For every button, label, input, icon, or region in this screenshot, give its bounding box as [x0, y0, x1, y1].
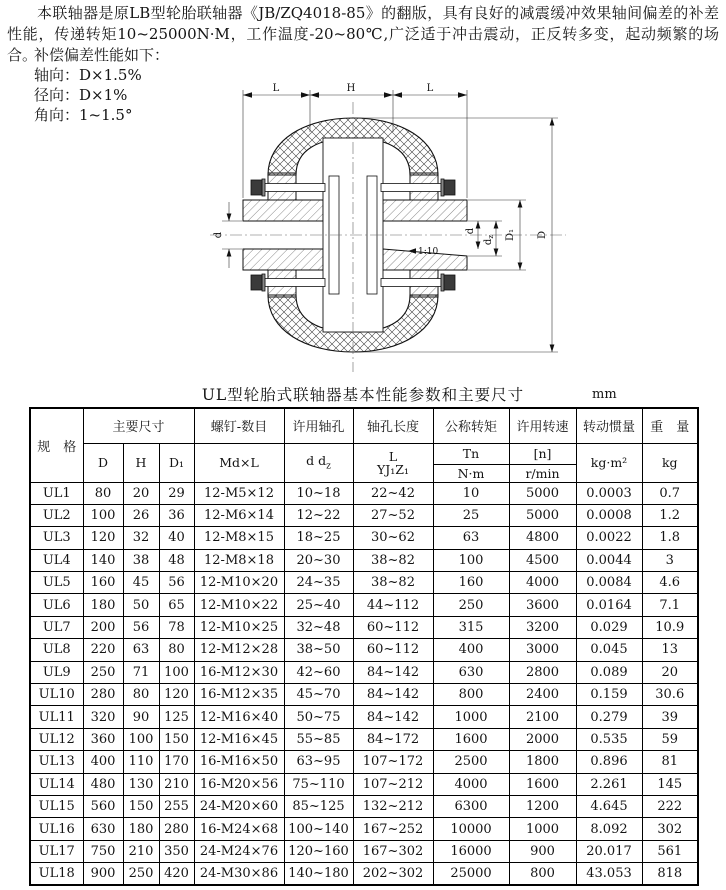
table-cell: 2400: [509, 684, 576, 706]
table-cell: 800: [433, 684, 509, 706]
table-cell: 4800: [509, 527, 576, 549]
table-row: [30, 818, 698, 840]
table-cell: 818: [642, 863, 698, 885]
header-spec: 规 格: [30, 408, 83, 482]
table-cell: 200: [83, 616, 123, 638]
table-cell: 167~302: [353, 840, 433, 862]
table-cell: 350: [159, 840, 194, 862]
table-cell: 43.053: [576, 863, 642, 885]
table-cell: 120: [159, 684, 194, 706]
table-cell: 107~172: [353, 751, 433, 773]
table-cell: 84~142: [353, 706, 433, 728]
table-cell: UL12: [30, 728, 83, 750]
table-cell: 400: [83, 751, 123, 773]
table-cell: 480: [83, 773, 123, 795]
table-cell: 255: [159, 795, 194, 817]
header-torque-symbol: Tn: [433, 443, 509, 464]
table-cell: 560: [83, 795, 123, 817]
table-cell: 63: [433, 527, 509, 549]
table-cell: 0.0044: [576, 549, 642, 571]
table-cell: 81: [642, 751, 698, 773]
table-cell: 40: [159, 527, 194, 549]
table-row: [30, 639, 698, 661]
table-cell: 3600: [509, 594, 576, 616]
table-cell: 42~60: [284, 661, 353, 683]
table-cell: 13: [642, 639, 698, 661]
table-cell: 10000: [433, 818, 509, 840]
table-cell: 120: [83, 527, 123, 549]
table-cell: 32: [123, 527, 159, 549]
table-cell: 0.089: [576, 661, 642, 683]
table-cell: 84~142: [353, 684, 433, 706]
table-cell: 1800: [509, 751, 576, 773]
compensation-heading: 补偿偏差性能如下：: [34, 46, 170, 64]
dim-label-d-left: d: [213, 231, 224, 239]
table-cell: 12-M16×45: [194, 728, 284, 750]
table-cell: 1600: [433, 728, 509, 750]
table-cell: 38~50: [284, 639, 353, 661]
table-cell: 24-M24×76: [194, 840, 284, 862]
table-row: [30, 751, 698, 773]
table-cell: 27~52: [353, 504, 433, 526]
table-cell: 24~35: [284, 572, 353, 594]
table-cell: 3000: [509, 639, 576, 661]
table-cell: 25~40: [284, 594, 353, 616]
header-speed-unit: r/min: [509, 464, 576, 482]
table-cell: 750: [83, 840, 123, 862]
table-row: [30, 728, 698, 750]
table-cell: 7.1: [642, 594, 698, 616]
table-cell: 84~172: [353, 728, 433, 750]
table-cell: 220: [83, 639, 123, 661]
table-cell: 100: [159, 661, 194, 683]
table-cell: 160: [433, 572, 509, 594]
header-weight-unit: kg: [642, 443, 698, 482]
table-cell: UL1: [30, 482, 83, 504]
table-cell: 16-M16×50: [194, 751, 284, 773]
table-cell: 25: [433, 504, 509, 526]
table-cell: 16-M12×30: [194, 661, 284, 683]
table-cell: 120~160: [284, 840, 353, 862]
table-row: [30, 773, 698, 795]
header-bore-d-dz: d $d_z$: [284, 443, 353, 482]
table-cell: 29: [159, 482, 194, 504]
table-cell: 145: [642, 773, 698, 795]
table-cell: 150: [159, 728, 194, 750]
table-cell: 16-M12×35: [194, 684, 284, 706]
dim-label-L-right: L: [426, 83, 434, 94]
header-speed-symbol: [n]: [509, 443, 576, 464]
table-row: [30, 616, 698, 638]
table-cell: 75~110: [284, 773, 353, 795]
table-cell: 0.7: [642, 482, 698, 504]
table-cell: 2000: [509, 728, 576, 750]
table-cell: UL5: [30, 572, 83, 594]
table-cell: 8.092: [576, 818, 642, 840]
table-cell: 170: [159, 751, 194, 773]
table-cell: 24-M30×86: [194, 863, 284, 885]
table-cell: 38~82: [353, 549, 433, 571]
dim-label-D1: D₁: [505, 228, 516, 242]
table-cell: 4000: [433, 773, 509, 795]
table-cell: 12-M8×18: [194, 549, 284, 571]
table-cell: 210: [123, 840, 159, 862]
table-cell: 360: [83, 728, 123, 750]
table-cell: 900: [83, 863, 123, 885]
table-cell: UL8: [30, 639, 83, 661]
dim-label-L-left: L: [272, 83, 280, 94]
table-cell: 84~142: [353, 661, 433, 683]
header-bore-length-sub: L YJ₁Z₁: [353, 443, 433, 482]
table-cell: 12-M6×14: [194, 504, 284, 526]
table-cell: 12-M16×40: [194, 706, 284, 728]
dim-label-H: H: [346, 83, 356, 94]
header-weight: 重 量: [642, 408, 698, 443]
table-cell: 160: [83, 572, 123, 594]
table-cell: 1.8: [642, 527, 698, 549]
table-cell: 4.645: [576, 795, 642, 817]
table-cell: 140~180: [284, 863, 353, 885]
table-cell: 44~112: [353, 594, 433, 616]
table-cell: UL10: [30, 684, 83, 706]
table-cell: 5000: [509, 504, 576, 526]
table-row: [30, 684, 698, 706]
coupling-drawing-svg: [100, 80, 580, 380]
table-cell: 3200: [509, 616, 576, 638]
table-cell: UL13: [30, 751, 83, 773]
table-cell: 32~48: [284, 616, 353, 638]
table-cell: 30~62: [353, 527, 433, 549]
table-cell: UL16: [30, 818, 83, 840]
table-row: [30, 863, 698, 885]
table-cell: 50~75: [284, 706, 353, 728]
table-cell: 36: [159, 504, 194, 526]
table-cell: 12-M12×28: [194, 639, 284, 661]
table-cell: 250: [433, 594, 509, 616]
table-cell: 180: [83, 594, 123, 616]
table-cell: 0.0164: [576, 594, 642, 616]
table-cell: 56: [123, 616, 159, 638]
table-cell: 280: [159, 818, 194, 840]
header-H: H: [123, 443, 159, 482]
table-cell: 2800: [509, 661, 576, 683]
dim-label-dz: $d_z$: [483, 234, 495, 246]
table-cell: 0.0084: [576, 572, 642, 594]
technical-drawing: [100, 80, 580, 380]
table-cell: 12-M10×20: [194, 572, 284, 594]
table-cell: UL2: [30, 504, 83, 526]
table-cell: 250: [123, 863, 159, 885]
table-cell: 18~25: [284, 527, 353, 549]
table-cell: 5000: [509, 482, 576, 504]
table-cell: 1000: [433, 706, 509, 728]
table-cell: 0.279: [576, 706, 642, 728]
table-cell: 140: [83, 549, 123, 571]
table-cell: 20: [123, 482, 159, 504]
table-cell: 132~212: [353, 795, 433, 817]
table-cell: 630: [433, 661, 509, 683]
table-cell: 302: [642, 818, 698, 840]
dim-label-D: D: [537, 230, 548, 240]
table-cell: 20~30: [284, 549, 353, 571]
table-row: [30, 527, 698, 549]
table-cell: 280: [83, 684, 123, 706]
header-main-dims: 主要尺寸: [83, 408, 194, 443]
header-D: D: [83, 443, 123, 482]
table-cell: 80: [123, 684, 159, 706]
table-cell: 800: [509, 863, 576, 885]
table-row: [30, 594, 698, 616]
dim-label-d-right: d: [465, 227, 476, 235]
table-cell: 78: [159, 616, 194, 638]
table-cell: UL9: [30, 661, 83, 683]
table-cell: 202~302: [353, 863, 433, 885]
table-cell: 0.896: [576, 751, 642, 773]
compensation-angular: 角向：1~1.5°: [34, 106, 133, 124]
intro-paragraph: 本联轴器是原LB型轮胎联轴器《JB/ZQ4018-85》的翻版，具有良好的减震缓冲效果轴间偏差的补差性能，传递转矩10~25000N·M，工作温度-20~80℃,广泛适于冲击震动，正反转多变，起动频繁的场合。: [7, 4, 719, 64]
table-cell: 45~70: [284, 684, 353, 706]
table-cell: 900: [509, 840, 576, 862]
table-cell: 315: [433, 616, 509, 638]
table-unit: mm: [592, 387, 617, 402]
table-cell: 45: [123, 572, 159, 594]
table-cell: 0.029: [576, 616, 642, 638]
table-cell: 16-M20×56: [194, 773, 284, 795]
table-cell: 20.017: [576, 840, 642, 862]
header-screws-spec: Md×L: [194, 443, 284, 482]
table-cell: 1.2: [642, 504, 698, 526]
header-speed: 许用转速: [509, 408, 576, 443]
table-cell: 10.9: [642, 616, 698, 638]
table-cell: 22~42: [353, 482, 433, 504]
table-cell: UL3: [30, 527, 83, 549]
table-cell: 100: [83, 504, 123, 526]
spec-table: [29, 407, 699, 886]
table-cell: 0.0003: [576, 482, 642, 504]
table-cell: UL4: [30, 549, 83, 571]
table-cell: 48: [159, 549, 194, 571]
table-cell: 39: [642, 706, 698, 728]
table-cell: UL14: [30, 773, 83, 795]
table-cell: UL6: [30, 594, 83, 616]
table-cell: 1000: [509, 818, 576, 840]
table-cell: 16-M24×68: [194, 818, 284, 840]
table-cell: 10~18: [284, 482, 353, 504]
table-row: [30, 795, 698, 817]
table-title: UL型轮胎式联轴器基本性能参数和主要尺寸: [201, 386, 525, 404]
table-cell: 12-M5×12: [194, 482, 284, 504]
table-cell: 222: [642, 795, 698, 817]
table-cell: 3: [642, 549, 698, 571]
table-cell: 420: [159, 863, 194, 885]
table-cell: 12-M8×15: [194, 527, 284, 549]
compensation-radial: 径向：D×1%: [34, 86, 128, 104]
table-cell: 30.6: [642, 684, 698, 706]
table-cell: 65: [159, 594, 194, 616]
table-cell: 250: [83, 661, 123, 683]
table-cell: 2100: [509, 706, 576, 728]
table-cell: 85~125: [284, 795, 353, 817]
table-header: [30, 408, 698, 482]
table-cell: 0.535: [576, 728, 642, 750]
table-cell: 0.0008: [576, 504, 642, 526]
table-cell: 12~22: [284, 504, 353, 526]
header-inertia: 转动惯量: [576, 408, 642, 443]
table-cell: 55~85: [284, 728, 353, 750]
table-cell: UL17: [30, 840, 83, 862]
header-torque: 公称转矩: [433, 408, 509, 443]
table-cell: 59: [642, 728, 698, 750]
table-cell: 100~140: [284, 818, 353, 840]
table-cell: 90: [123, 706, 159, 728]
table-cell: UL15: [30, 795, 83, 817]
table-cell: 60~112: [353, 616, 433, 638]
table-cell: 0.045: [576, 639, 642, 661]
table-cell: 80: [159, 639, 194, 661]
header-inertia-unit: kg·m²: [576, 443, 642, 482]
table-cell: 630: [83, 818, 123, 840]
header-screws: 螺钉-数目: [194, 408, 284, 443]
table-cell: 12-M10×25: [194, 616, 284, 638]
table-cell: 2500: [433, 751, 509, 773]
table-cell: 125: [159, 706, 194, 728]
table-cell: 56: [159, 572, 194, 594]
table-cell: 1600: [509, 773, 576, 795]
table-cell: 12-M10×22: [194, 594, 284, 616]
table-cell: 4000: [509, 572, 576, 594]
table-cell: 38: [123, 549, 159, 571]
table-cell: 63: [123, 639, 159, 661]
table-cell: 107~212: [353, 773, 433, 795]
table-cell: 0.0022: [576, 527, 642, 549]
table-cell: 50: [123, 594, 159, 616]
table-row: [30, 706, 698, 728]
table-cell: 60~112: [353, 639, 433, 661]
table-cell: 38~82: [353, 572, 433, 594]
table-cell: 167~252: [353, 818, 433, 840]
table-cell: 1200: [509, 795, 576, 817]
table-cell: 71: [123, 661, 159, 683]
table-cell: 80: [83, 482, 123, 504]
table-cell: 100: [123, 728, 159, 750]
table-cell: 0.159: [576, 684, 642, 706]
table-cell: 24-M20×60: [194, 795, 284, 817]
table-cell: 100: [433, 549, 509, 571]
table-cell: 210: [159, 773, 194, 795]
table-cell: 26: [123, 504, 159, 526]
table-cell: 320: [83, 706, 123, 728]
table-cell: 150: [123, 795, 159, 817]
table-cell: 110: [123, 751, 159, 773]
header-bore: 许用轴孔: [284, 408, 353, 443]
table-row: [30, 840, 698, 862]
table-cell: 20: [642, 661, 698, 683]
header-bore-length: 轴孔长度: [353, 408, 433, 443]
table-cell: 180: [123, 818, 159, 840]
table-cell: 4500: [509, 549, 576, 571]
taper-label: 1:10: [418, 247, 439, 257]
table-row: [30, 549, 698, 571]
table-cell: 130: [123, 773, 159, 795]
table-cell: 2.261: [576, 773, 642, 795]
table-row: [30, 661, 698, 683]
table-cell: 16000: [433, 840, 509, 862]
table-cell: 10: [433, 482, 509, 504]
compensation-axial: 轴向：D×1.5%: [34, 66, 142, 84]
table-row: [30, 482, 698, 504]
spec-table-body: [30, 482, 698, 885]
table-cell: UL7: [30, 616, 83, 638]
table-cell: 6300: [433, 795, 509, 817]
table-cell: 4.6: [642, 572, 698, 594]
table-row: [30, 572, 698, 594]
table-cell: 63~95: [284, 751, 353, 773]
table-cell: UL18: [30, 863, 83, 885]
header-torque-unit: N·m: [433, 464, 509, 482]
table-row: [30, 504, 698, 526]
table-cell: 561: [642, 840, 698, 862]
table-cell: 400: [433, 639, 509, 661]
table-cell: UL11: [30, 706, 83, 728]
header-D1: D₁: [159, 443, 194, 482]
table-cell: 25000: [433, 863, 509, 885]
